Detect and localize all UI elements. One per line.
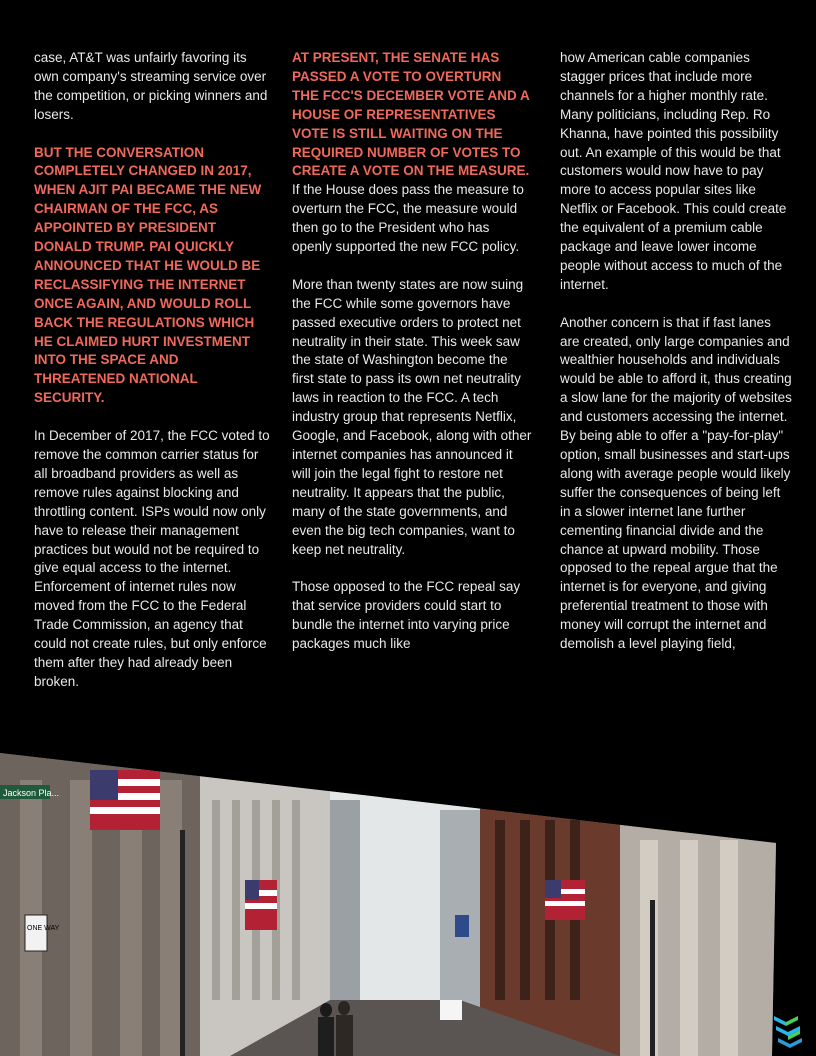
paragraph: Those opposed to the FCC repeal say that service providers could start to bundle the internet into varying price packages much like [292, 579, 521, 652]
paragraph: how American cable companies stagger prices that include more channels for a higher monthly rate. Many politicians, including Rep. Ro Khanna, have pointed this possibility out. An example of this would be that customers would now have to pay more to access popular sites like Netflix or Facebook. This could create the equivalent of a premium cable package and leave lower income people without access to much of the internet. [560, 50, 787, 292]
van [440, 1000, 462, 1020]
window-column [232, 800, 240, 1000]
american-flag [90, 770, 160, 830]
column [720, 840, 738, 1056]
brand-logo-icon [772, 1010, 812, 1050]
window-column [212, 800, 220, 1000]
window-column [292, 800, 300, 1000]
body-text: If the House does pass the measure to overturn the FCC, the measure would then go to the President who has openly supported the new FCC policy. [292, 182, 524, 255]
column [160, 780, 182, 1056]
american-flag [545, 880, 585, 920]
window-column [520, 820, 530, 1000]
street-sign-text: Jackson Pla... [3, 788, 60, 798]
highlight-text: AT PRESENT, THE SENATE HAS PASSED A VOTE TO OVERTURN THE FCC'S DECEMBER VOTE AND A HOUSE OF REPRESENTATIVES VOTE IS STILL WAITING ON THE REQUIRED NUMBER OF VOTES TO CREATE A VOTE ON THE MEASURE. [292, 50, 530, 179]
lamp-post [650, 900, 655, 1056]
lamp-post [180, 830, 185, 1056]
window-column [495, 820, 505, 1000]
text-column-2 [292, 49, 532, 673]
paragraph: Another concern is that if fast lanes are created, only large companies and wealthier households and individuals would be able to afford it, thus creating a slow lane for the majority of websites and customers accessing the internet. By being able to offer a "pay-for-play" option, small businesses and start-ups along with average people would likely suffer the consequences of being left in a slower internet lane further cementing financial divide and the chance at upward mobility. Those opposed to the repeal argue that the internet is for everyone, and giving preferential treatment to those with money will corrupt the internet and demolish a level playing field, [560, 314, 792, 652]
paragraph [292, 49, 532, 257]
highlight-paragraph: BUT THE CONVERSATION COMPLETELY CHANGED IN 2017, WHEN AJIT PAI BECAME THE NEW CHAIRMAN OF THE FCC, AS APPOINTED BY PRESIDENT DONALD TRUMP. PAI QUICKLY ANNOUNCED THAT HE WOULD BE RECLASSIFYING THE INTERNET ONCE AGAIN, AND WOULD ROLL BACK THE REGULATIONS WHICH HE CLAIMED HURT INVESTMENT INTO THE SPACE AND THREATENED NATIONAL SECURITY. [34, 144, 262, 406]
blue-flag [455, 915, 469, 937]
paragraph: In December of 2017, the FCC voted to remove the common carrier status for all broadband providers as well as remove rules against blocking and throttling content. ISPs would now only have to release their management practices but would not be required to give equal access to the internet. Enforcement of internet rules now moved from the FCC to the Federal Trade Commission, an agency that could not create rules, but only enforce them after they had already been broken. [34, 428, 270, 689]
street-sign [0, 785, 59, 799]
column [640, 840, 658, 1056]
paragraph: case, AT&T was unfairly favoring its own company's streaming service over the competition, or picking winners and losers. [34, 50, 268, 122]
one-way-sign-text: ONE WAY [27, 925, 60, 932]
text-column-3 [560, 49, 794, 673]
text-column-1 [34, 49, 270, 711]
american-flag [245, 880, 277, 930]
paragraph: More than twenty states are now suing the FCC while some governors have passed executive orders to protect net neutrality in their state. This week saw the state of Washington become the first state to pass its own net neutrality laws in reaction to the FCC. A tech industry group that represents Netflix, Google, and Facebook, along with other internet companies has announced it will join the legal fight to restore net neutrality. It appears that the public, many of the state governments, and even the big tech companies, want to keep net neutrality. [292, 276, 532, 557]
column [70, 780, 92, 1056]
distant-building [330, 800, 360, 1020]
column [680, 840, 698, 1056]
